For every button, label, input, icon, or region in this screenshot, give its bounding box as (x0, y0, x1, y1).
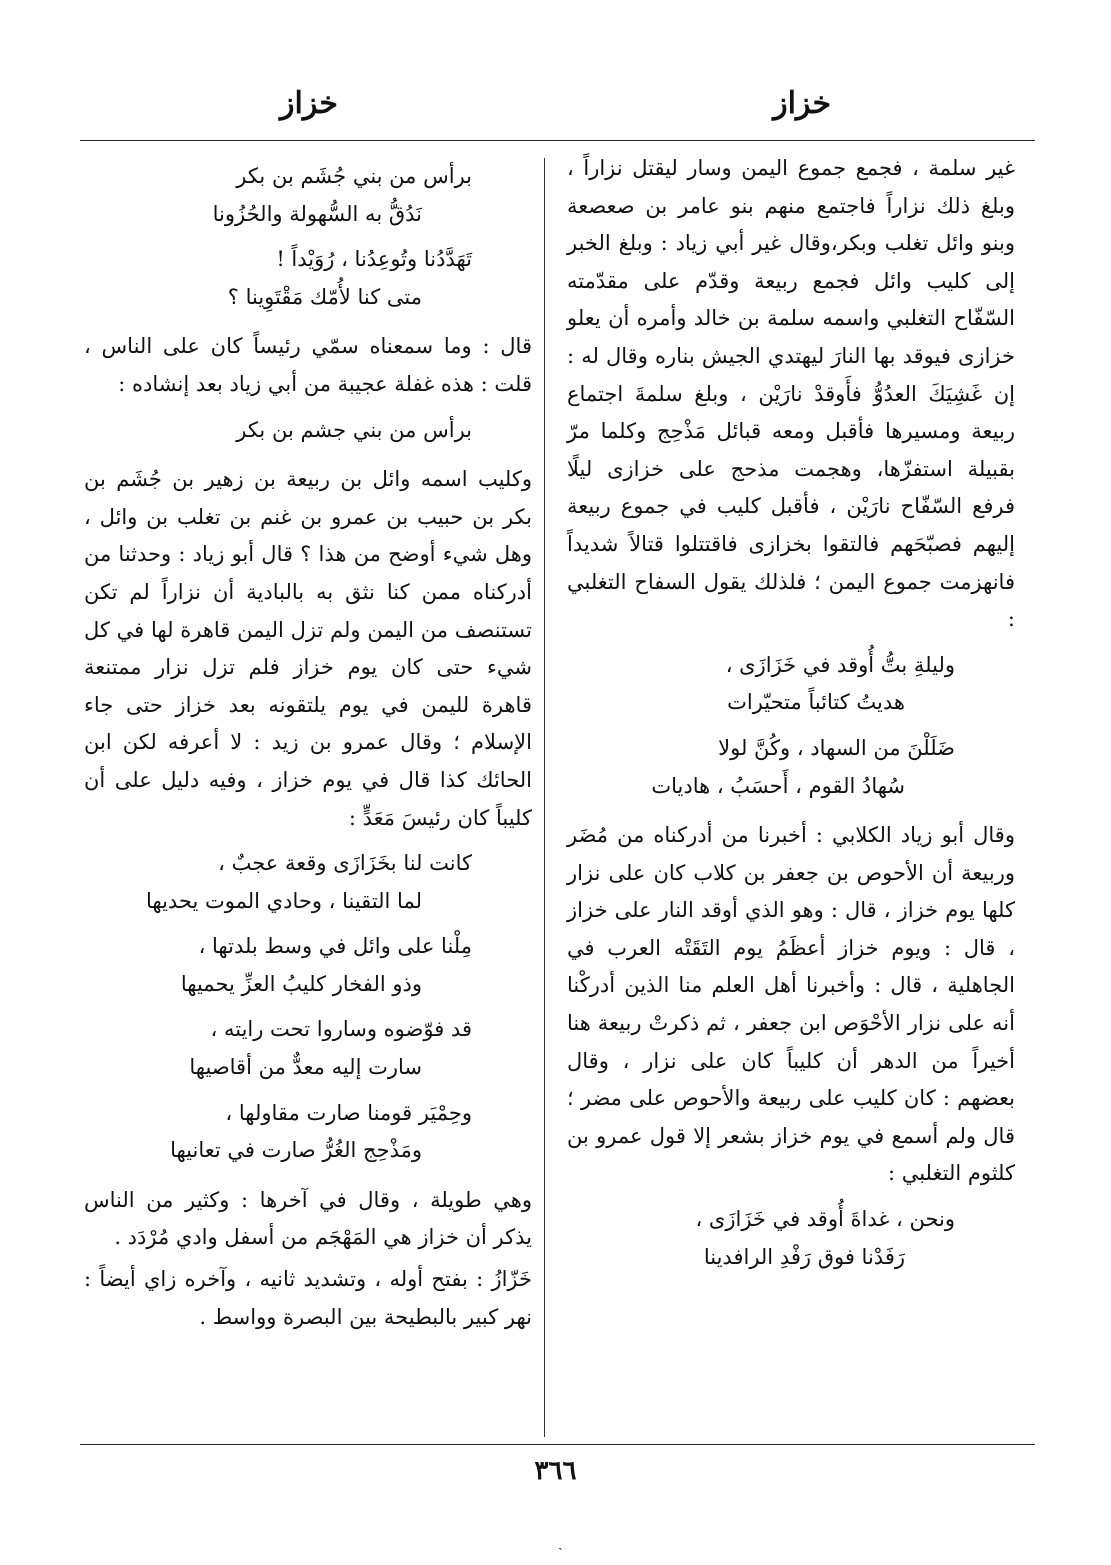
hemistich-first: وليلةِ بتُّ أُوقد في خَزَازَى ، (725, 652, 955, 677)
hemistich-first: وحِمْيَر قومنا صارت مقاولها ، (225, 1100, 472, 1125)
paragraph: وهي طويلة ، وقال في آخرها : وكثير من الناس يذكر أن خزاز هي المَهْجَم من أسفل وادي مُرْدَد . (84, 1187, 532, 1250)
verse (84, 1011, 532, 1086)
column-divider (544, 158, 545, 1437)
right-column (567, 150, 1015, 1288)
hemistich-second: وذو الفخار كليبُ العزِّ يحميها (180, 971, 422, 996)
left-column (84, 150, 532, 1340)
verse (84, 928, 532, 1003)
bottom-rule (80, 1444, 1035, 1445)
hemistich-second: رَفَدْنا فوق رَفْدِ الرافدينا (703, 1244, 905, 1269)
hemistich-first: قد فوّضوه وساروا تحت رايته ، (210, 1017, 472, 1042)
verse (567, 730, 1015, 805)
paragraph: قال : وما سمعناه سمّي رئيساً كان على الناس ، قلت : هذه غفلة عجيبة من أبي زياد بعد إنشاده : (84, 334, 532, 396)
entry-paragraph: خَزّازُ : بفتح أوله ، وتشديد ثانيه ، وآخره زاي أيضاً : نهر كبير بالبطيحة بين البصرة وواسط . (84, 1267, 532, 1329)
hemistich-second: متى كنا لأُمّك مَقْتَوِينا ؟ (227, 284, 422, 309)
hemistich-second: هديتُ كتائباً متحيّرات (727, 690, 905, 715)
verse (84, 1095, 532, 1170)
hemistich-first: ضَلَلْنَ من السهاد ، وكُنَّ لولا (718, 735, 955, 760)
top-rule (80, 140, 1035, 141)
poem (84, 412, 532, 450)
hemistich-first: تَهَدَّدُنا وتُوعِدُنا ، رُوَيْداً ! (276, 247, 472, 272)
hemistich-first: كانت لنا بخَزَازَى وقعة عجبٌ ، (218, 851, 472, 876)
poem (84, 845, 532, 1170)
poem (567, 647, 1015, 805)
print-mark: ˎ (558, 1535, 563, 1551)
paragraph: وقال أبو زياد الكلابي : أخبرنا من أدركناه من مُضَر وربيعة أن الأحوص بن جعفر بن كلاب كان على نزار كلها يوم خزاز ، قال : وهو الذي أوقد النار على خزاز ، قال : ويوم خزاز أعظَمُ يوم التَقَتْه العرب في الجاهلية ، قال : وأخبرنا أهل العلم منا الذين أدركْنا أنه على نزار الأحْوَص ابن جعفر ، ثم ذكرتْ ربيعة هنا أخيراً من الدهر أن كليباً كان على نزار ، وقال بعضهم : كان كليب على ربيعة والأحوص على مضر ؛ قال ولم أسمع في يوم خزاز بشعر إلا قول عمرو بن كلثوم التغلبي : (567, 823, 1016, 1186)
hemistich-first: ونحن ، غداةَ أُوقد في خَزَازَى ، (695, 1207, 955, 1232)
hemistich-second: سُهادُ القوم ، أَحسَبُ ، هاديات (651, 773, 905, 798)
single-verse: برأس من بني جشم بن بكر (236, 417, 472, 442)
verse (567, 647, 1015, 722)
running-headword-right: خزاز (773, 86, 831, 121)
poem (567, 1201, 1015, 1276)
paragraph: وكليب اسمه وائل بن ربيعة بن زهير بن جُشَم بن بكر بن حبيب بن عمرو بن غنم بن تغلب بن وائل ، وهل شيء أوضح من هذا ؟ قال أبو زياد : وحدثنا من أدركناه ممن كنا نثق به بالبادية أن نزاراً لم تكن تستنصف من اليمن ولم تزل اليمن قاهرة لها في كل شيء حتى كان يوم خزاز فلم تزل نزار ممتنعة قاهرة لليمن في يوم يلتقونه بعد خزاز حتى جاء الإسلام ؛ وقال عمرو بن زيد : لا أعرفه لكن ابن الحائك كذا قال في يوم خزاز ، وفيه دليل على أن كليباً كان رئيسَ مَعَدٍّ : (84, 467, 532, 830)
hemistich-second: ومَذْحِج الغُرُّ صارت في تعانيها (170, 1138, 422, 1163)
running-headword-left: خزاز (280, 86, 338, 121)
verse (567, 1201, 1015, 1276)
poem (84, 158, 532, 316)
page-number: ٣٦٦ (534, 1456, 577, 1486)
page-header (80, 86, 1031, 136)
hemistich-first: مِلْنا على وائل في وسط بلدتها ، (198, 934, 472, 959)
hemistich-second: لما التقينا ، وحادي الموت يحديها (145, 888, 422, 913)
paragraph: غير سلمة ، فجمع جموع اليمن وسار ليقتل نزاراً ، وبلغ ذلك نزاراً فاجتمع منهم بنو عامر بن صعصعة وبنو وائل تغلب وبكر،وقال غير أبي زياد : وبلغ الخبر إلى كليب وائل فجمع ربيعة وقدّم على مقدّمته السّفّاح التغلبي واسمه سلمة بن خالد وأمره أن يعلو خزازى فيوقد بها النارَ ليهتدي الجيش بناره وقال له : إن غَشِيَكَ العدُوُّ فأَوقدْ نارَيْن ، وبلغ سلمةَ اجتماع ربيعة ومسيرها فأقبل ومعه قبائل مَذْحِج وكلما مرّ بقبيلة استفزّها، وهجمت مذحج على خزازى ليلًا فرفع السّفّاح نارَيْن ، فأقبل كليب في جموع ربيعة إليهم فصبّحَهم فالتقوا بخزازى فاقتتلوا قتالاً شديداً فانهزمت جموع اليمن ؛ فلذلك يقول السفاح التغلبي : (567, 156, 1015, 632)
hemistich-second: سارت إليه معدٌّ من أقاصيها (189, 1055, 422, 1080)
verse (84, 845, 532, 920)
hemistich-second: نَدُقُّ به السُّهولة والحُزُونا (212, 201, 422, 226)
verse (84, 241, 532, 316)
verse (84, 158, 532, 233)
hemistich-first: برأس من بني جُشَم بن بكر (236, 164, 472, 188)
